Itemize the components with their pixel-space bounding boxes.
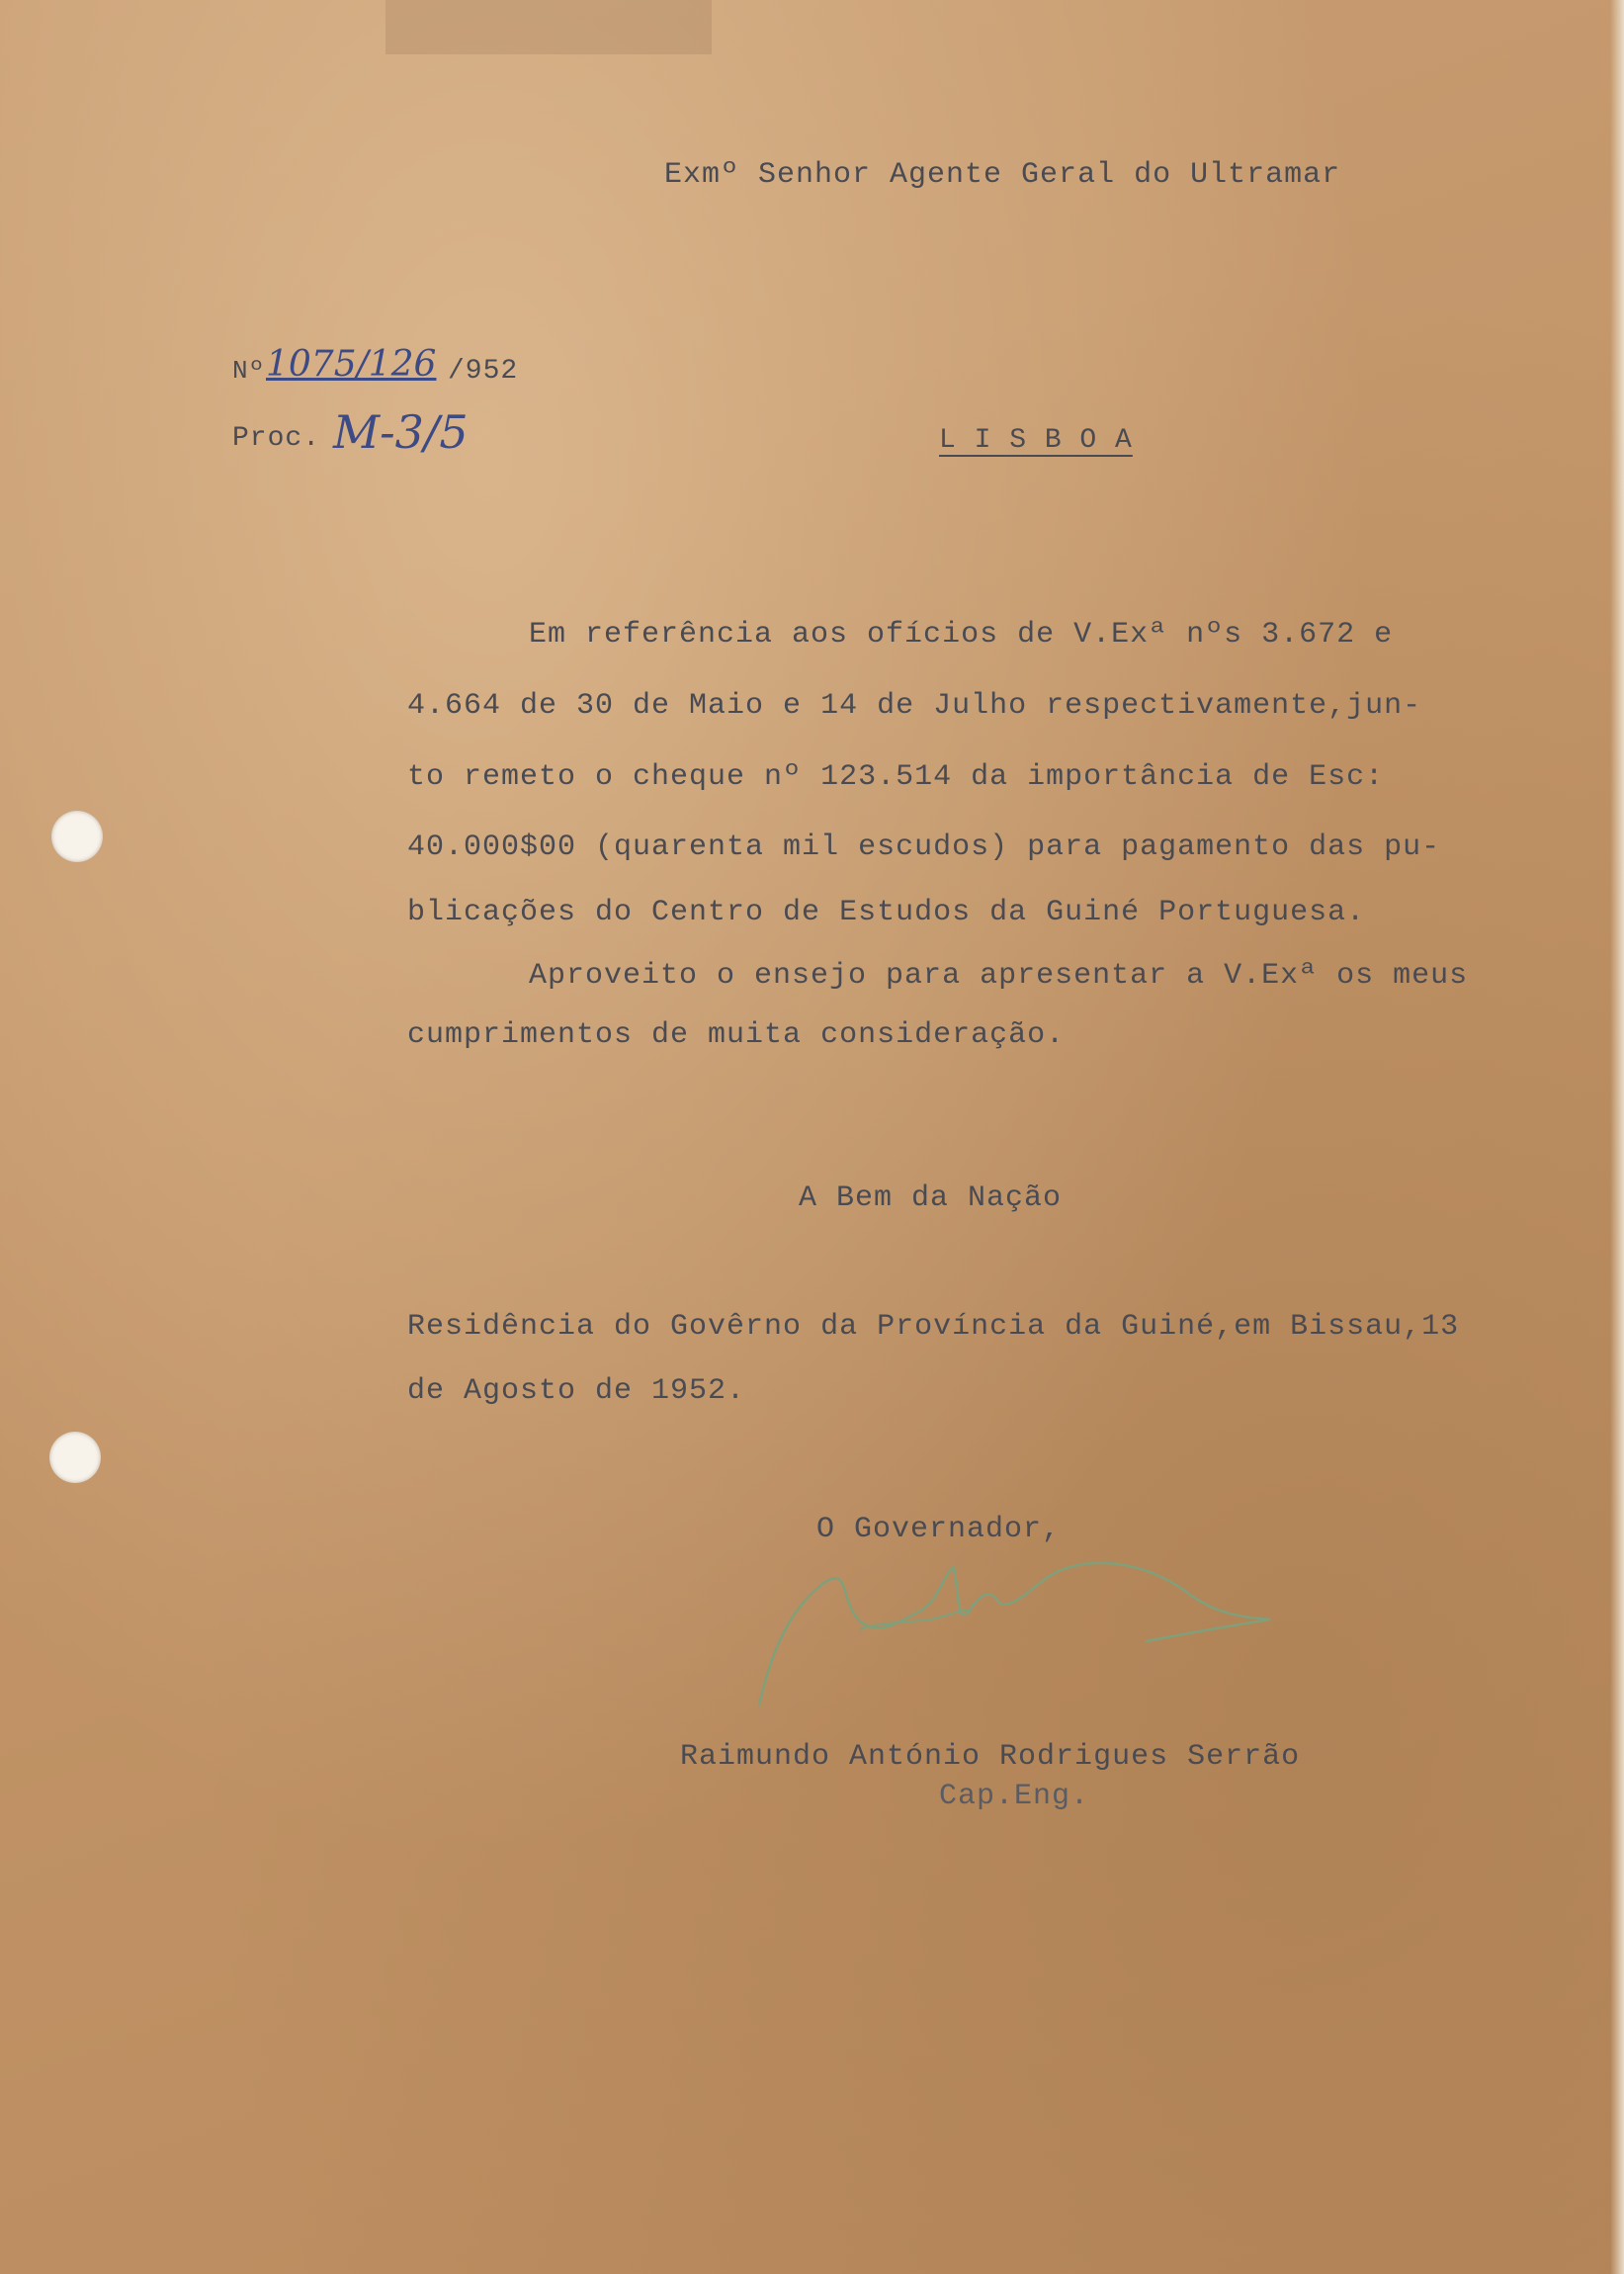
handwritten-signature: [731, 1513, 1285, 1730]
body-line: cumprimentos de muita consideração.: [407, 1018, 1066, 1052]
reference-prefix: Nº: [232, 356, 266, 386]
signatory-rank: Cap.Eng.: [939, 1780, 1090, 1813]
punch-hole: [51, 811, 103, 862]
body-line: 4.664 de 30 de Maio e 14 de Julho respectivamente,jun-: [407, 689, 1422, 723]
body-line: Em referência aos ofícios de V.Exª nºs 3.672 e: [529, 618, 1394, 652]
addressee: Exmº Senhor Agente Geral do Ultramar: [664, 158, 1341, 192]
signatory-name: Raimundo António Rodrigues Serrão: [680, 1740, 1301, 1774]
reference-handwritten-number: 1075/126: [266, 344, 437, 385]
process-label: Proc.: [232, 423, 321, 454]
closing-salutation: A Bem da Nação: [799, 1181, 1063, 1215]
place-date-line: Residência do Govêrno da Província da Guiné,em Bissau,13: [407, 1310, 1460, 1344]
process-handwritten-code: M-3/5: [333, 405, 469, 459]
reference-year: /952: [448, 356, 519, 387]
body-line: Aproveito o ensejo para apresentar a V.Exª os meus: [529, 959, 1469, 993]
top-fold-shadow: [385, 0, 712, 54]
body-line: 40.000$00 (quarenta mil escudos) para pagamento das pu-: [407, 831, 1441, 864]
reference-number: [232, 344, 529, 397]
process-reference: [232, 405, 529, 465]
body-line: blicações do Centro de Estudos da Guiné Portuguesa.: [407, 896, 1366, 929]
place-date-line: de Agosto de 1952.: [407, 1374, 746, 1408]
signatory-title: O Governador,: [816, 1513, 1062, 1546]
page-edge: [1610, 0, 1624, 2274]
body-line: to remeto o cheque nº 123.514 da importância de Esc:: [407, 760, 1385, 794]
city-heading: L I S B O A: [939, 425, 1133, 456]
punch-hole: [49, 1432, 101, 1483]
